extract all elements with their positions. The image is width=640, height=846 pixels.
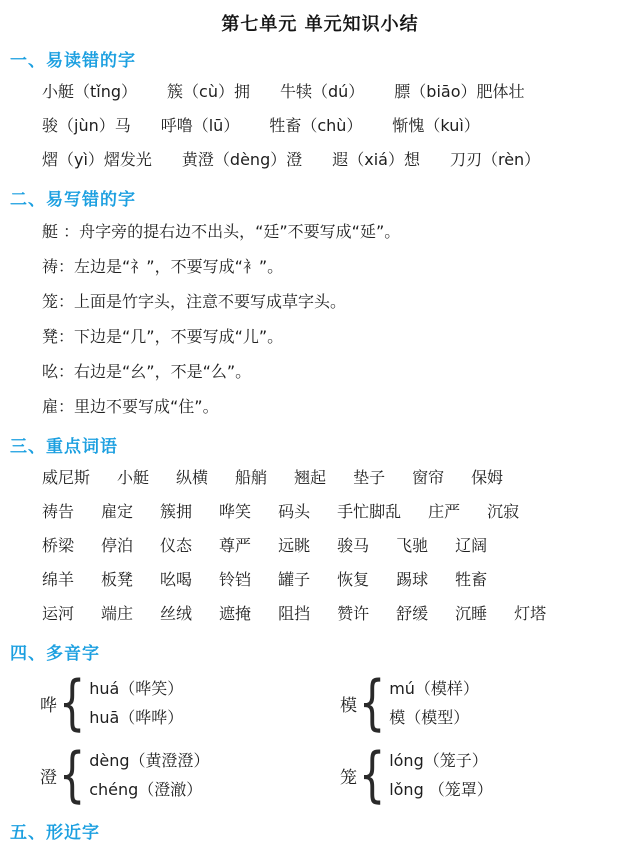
pinyin-item: 簇（cù）拥 [167,82,250,101]
word-item: 骏马 [337,536,370,555]
word-item: 仪态 [160,536,193,555]
polyphonic-grid [10,667,630,810]
word-item: 祷告 [42,502,75,521]
word-item: 端庄 [101,604,134,623]
pinyin-item: 牛犊（dú） [279,82,365,101]
word-item: 垫子 [353,468,386,487]
pinyin-row [42,109,630,143]
section-heading-similar: 五、形近字 [10,823,100,843]
word-item: 阻挡 [278,604,311,623]
pinyin-item: 熠（yì）熠发光 [42,150,152,169]
word-item: 庄严 [428,502,461,521]
word-item: 尊严 [219,536,252,555]
polyphonic-char: 澄 [40,767,57,788]
curly-brace-glyph: { [58,739,86,810]
curly-brace-glyph: { [358,739,386,810]
word-item: 罐子 [278,570,311,589]
word-item: 绵羊 [42,570,75,589]
pinyin-item: 膘（biāo）肥体壮 [394,82,525,101]
word-item: 雇定 [101,502,134,521]
section-heading-keywords: 三、重点词语 [10,437,118,457]
pinyin-row [42,75,630,109]
polyphonic-variant: mú（模样） [389,679,479,698]
polyphonic-group [40,739,340,810]
note-line: 雇：里边不要写成“住”。 [42,397,219,416]
word-item: 运河 [42,604,75,623]
polyphonic-variants [89,746,209,804]
word-item: 踢球 [396,570,429,589]
pinyin-item: 牲畜（chù） [269,116,363,135]
curly-brace-glyph: { [58,667,86,738]
note-line: 艇 ：舟字旁的提右边不出头，“廷”不要写成“延”。 [42,222,401,241]
word-row [42,529,630,563]
curly-brace-glyph: { [358,667,386,738]
section-heading-miswritten: 二、易写错的字 [10,190,136,210]
section-miswritten-body [10,214,630,424]
polyphonic-variant: lǒng （笼罩） [389,780,493,799]
word-item: 船艄 [235,468,268,487]
pinyin-item: 小艇（tǐng） [42,82,138,101]
polyphonic-group [340,667,630,738]
polyphonic-variant: 模（模型） [389,708,470,727]
polyphonic-variant: chéng（澄澈） [89,780,203,799]
polyphonic-char: 哗 [40,695,57,716]
word-row [42,461,630,495]
pinyin-item: 呼噜（lū） [160,116,240,135]
pinyin-item: 骏（jùn）马 [42,116,131,135]
word-item: 哗笑 [219,502,252,521]
word-item: 牲畜 [455,570,488,589]
section-heading-polyphonic: 四、多音字 [10,644,100,664]
word-item: 码头 [278,502,311,521]
polyphonic-variants [389,674,479,732]
polyphonic-variant: dèng（黄澄澄） [89,751,210,770]
section-keywords-body [10,461,630,631]
pinyin-item: 惭愧（kuì） [392,116,480,135]
word-item: 吆喝 [160,570,193,589]
word-item: 辽阔 [455,536,488,555]
polyphonic-variant: huá（哗笑） [89,679,184,698]
word-item: 遮掩 [219,604,252,623]
polyphonic-variants [389,746,493,804]
word-item: 飞驰 [396,536,429,555]
word-item: 保姆 [471,468,504,487]
word-item: 远眺 [278,536,311,555]
polyphonic-char: 模 [340,695,357,716]
word-item: 小艇 [117,468,150,487]
pinyin-item: 刀刃（rèn） [449,150,541,169]
pinyin-item: 遐（xiá）想 [332,150,420,169]
section-misread-body [10,75,630,177]
polyphonic-variant: lóng（笼子） [389,751,488,770]
word-item: 灯塔 [514,604,547,623]
note-line: 笼：上面是竹字头，注意不要写成草字头。 [42,292,347,311]
word-row [42,495,630,529]
note-line: 祷：左边是“礻”，不要写成“衤”。 [42,257,284,276]
word-item: 丝绒 [160,604,193,623]
word-item: 板凳 [101,570,134,589]
polyphonic-group [340,739,630,810]
note-line: 凳：下边是“几”，不要写成“儿”。 [42,327,284,346]
word-row [42,597,630,631]
section-heading-misread: 一、易读错的字 [10,51,136,71]
note-line: 吆：右边是“幺”，不是“么”。 [42,362,252,381]
word-item: 赞许 [337,604,370,623]
word-item: 手忙脚乱 [337,502,402,521]
page-title: 第七单元 单元知识小结 [221,14,419,35]
pinyin-row [42,143,630,177]
polyphonic-group [40,667,340,738]
word-row [42,563,630,597]
word-item: 簇拥 [160,502,193,521]
polyphonic-variant: huā（哗哗） [89,708,184,727]
polyphonic-variants [89,674,183,732]
word-item: 纵横 [176,468,209,487]
word-item: 翘起 [294,468,327,487]
word-item: 沉寂 [487,502,520,521]
word-item: 停泊 [101,536,134,555]
pinyin-item: 黄澄（dèng）澄 [181,150,303,169]
word-item: 桥梁 [42,536,75,555]
word-item: 沉睡 [455,604,488,623]
polyphonic-char: 笼 [340,767,357,788]
word-item: 铃铛 [219,570,252,589]
word-item: 恢复 [337,570,370,589]
word-item: 威尼斯 [42,468,91,487]
word-item: 窗帘 [412,468,445,487]
word-item: 舒缓 [396,604,429,623]
